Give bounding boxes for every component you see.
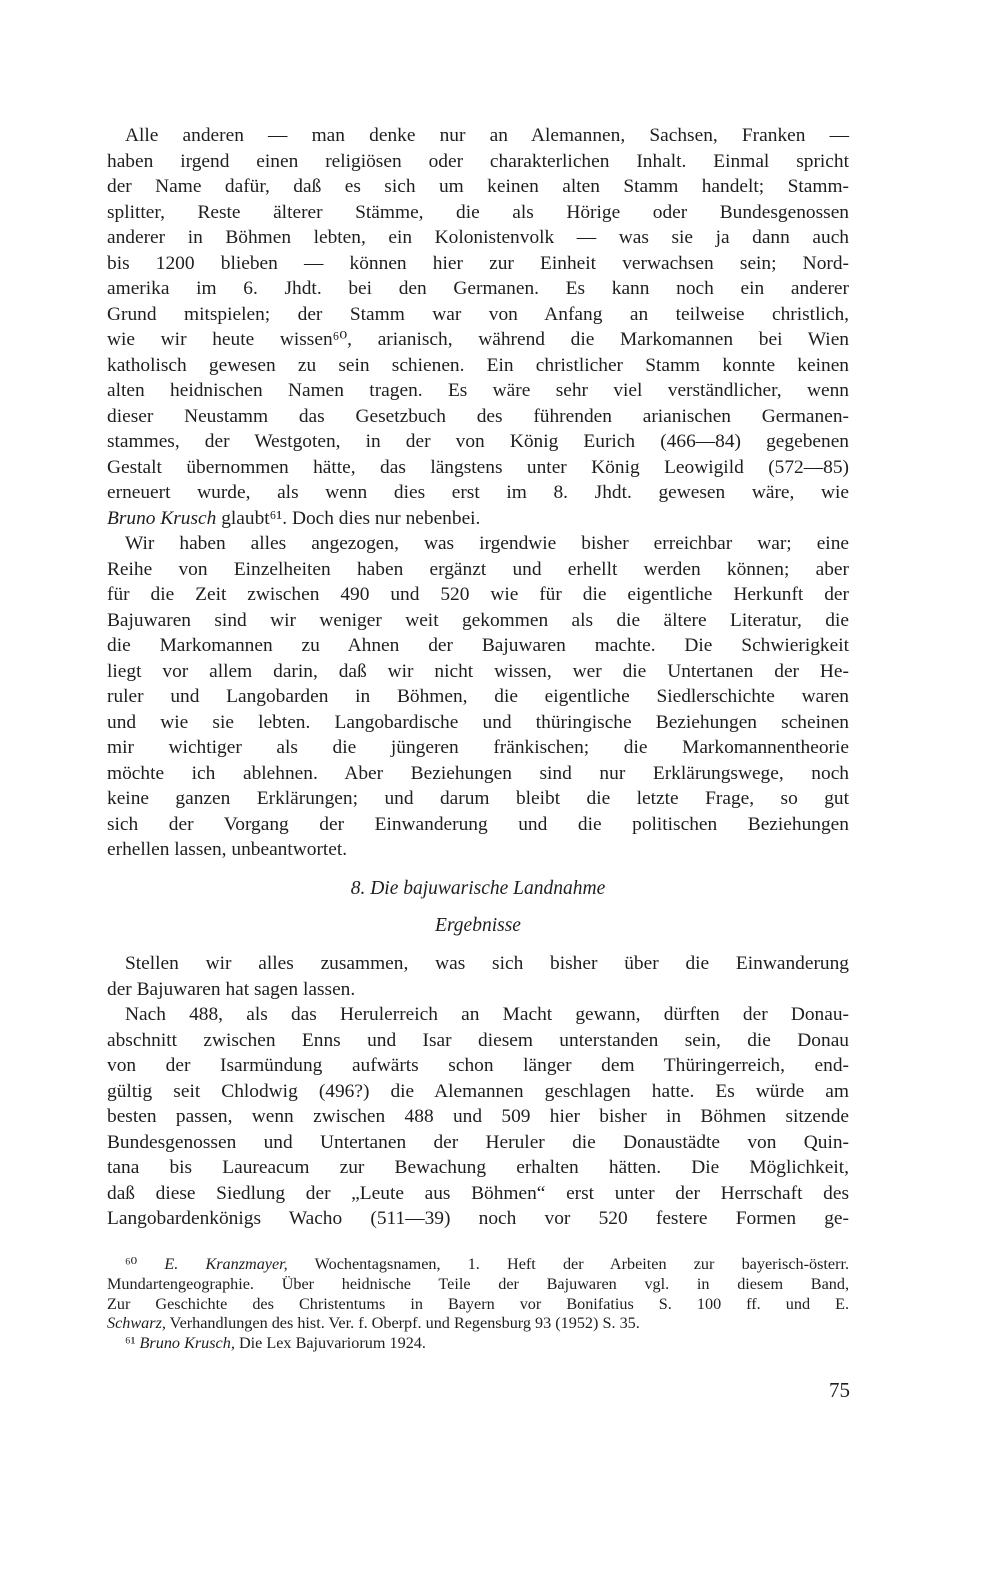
text-line: liegt vor allem darin, daß wir nicht wissen, wer die Untertanen der He-: [107, 660, 849, 682]
main-text: [107, 123, 849, 863]
text-line: der Bajuwaren hat sagen lassen.: [107, 978, 356, 1000]
section-heading: 8. Die bajuwarische Landnahme: [350, 878, 606, 899]
text-line: stammes, der Westgoten, in der von König Eurich (466—84) gegebenen: [107, 431, 849, 452]
main-text-2: [107, 951, 849, 1232]
text-line: erneuert wurde, als wenn dies erst im 8. Jhdt. gewesen wäre, wie: [107, 482, 849, 503]
paragraph-2: [107, 531, 849, 863]
text-line: sich der Vorgang der Einwanderung und die politischen Beziehungen: [107, 813, 849, 835]
text-line: von der Isarmündung aufwärts schon länger dem Thüringerreich, end-: [107, 1055, 849, 1076]
footnote-61: [107, 1334, 849, 1354]
text-line: [107, 506, 849, 532]
paragraph-4: [107, 1002, 849, 1232]
text-line: Bundesgenossen und Untertanen der Heruler die Donaustädte von Quin-: [107, 1131, 849, 1153]
paragraph-1: [107, 123, 849, 531]
paragraph-3: [107, 951, 849, 1002]
text-line: und wie sie lebten. Langobardische und thüringische Beziehungen scheinen: [107, 711, 849, 733]
text-line: daß diese Siedlung der „Leute aus Böhmen“ erst unter der Herrschaft des: [107, 1182, 849, 1204]
text-line: Bajuwaren sind wir weniger weit gekommen als die ältere Literatur, die: [107, 609, 849, 631]
footnote-number: ⁶⁰: [125, 1255, 138, 1273]
text-line: möchte ich ablehnen. Aber Beziehungen sind nur Erklärungswege, noch: [107, 762, 849, 784]
text-line: anderer in Böhmen lebten, ein Kolonistenvolk — was sie ja dann auch: [107, 227, 849, 248]
author-name: Bruno Krusch,: [139, 1334, 235, 1353]
text-line: wie wir heute wissen⁶⁰, arianisch, während die Markomannen bei Wien: [107, 329, 849, 350]
text-line: amerika im 6. Jhdt. bei den Germanen. Es kann noch ein anderer: [107, 278, 849, 299]
footnote-line: [107, 1334, 849, 1354]
page-number: 75: [829, 1378, 850, 1402]
text-line: die Markomannen zu Ahnen der Bajuwaren machte. Die Schwierigkeit: [107, 635, 849, 656]
text-run: Wochentagsnamen, 1. Heft der Arbeiten zur bayerisch-österr.: [287, 1255, 849, 1273]
text-line: dieser Neustamm das Gesetzbuch des führenden arianischen Germanen-: [107, 405, 849, 427]
text-line: katholisch gewesen zu sein schienen. Ein christlicher Stamm konnte keinen: [107, 354, 849, 376]
text-line: Stellen wir alles zusammen, was sich bisher über die Einwanderung: [125, 953, 849, 974]
text-line: Nach 488, als das Herulerreich an Macht gewann, dürften der Donau-: [125, 1004, 849, 1025]
footnote-60: [107, 1255, 849, 1334]
author-name: Schwarz,: [107, 1314, 166, 1333]
text-line: mir wichtiger als die jüngeren fränkischen; die Markomannentheorie: [107, 737, 849, 758]
text-line: Wir haben alles angezogen, was irgendwie bisher erreichbar war; eine: [125, 533, 849, 554]
text-line: Gestalt übernommen hätte, das längstens unter König Leowigild (572—85): [107, 456, 849, 478]
text-line: Langobardenkönigs Wacho (511—39) noch vor 520 festere Formen ge-: [107, 1208, 849, 1229]
text-line: Grund mitspielen; der Stamm war von Anfang an teilweise christlich,: [107, 303, 849, 325]
text-run: Die Lex Bajuvariorum 1924.: [234, 1334, 426, 1353]
text-line: splitter, Reste älterer Stämme, die als Hörige oder Bundesgenossen: [107, 201, 849, 223]
author-name: E. Kranzmayer,: [164, 1255, 288, 1273]
footnotes: [107, 1255, 849, 1354]
author-name: Bruno Krusch: [107, 507, 217, 529]
text-line: haben irgend einen religiösen oder charakterlichen Inhalt. Einmal spricht: [107, 150, 849, 172]
text-line: gültig seit Chlodwig (496?) die Alemannen geschlagen hatte. Es würde am: [107, 1080, 849, 1102]
text-run: Verhandlungen des hist. Ver. f. Oberpf. und Regensburg 93 (1952) S. 35.: [165, 1314, 640, 1333]
text-run: glaubt⁶¹. Doch dies nur nebenbei.: [216, 507, 481, 529]
text-line: abschnitt zwischen Enns und Isar diesem unterstanden sein, die Donau: [107, 1029, 849, 1051]
text-line: erhellen lassen, unbeantwortet.: [107, 839, 348, 860]
text-line: tana bis Laureacum zur Bewachung erhalten hätten. Die Möglichkeit,: [107, 1157, 849, 1178]
footnote-line: [107, 1255, 849, 1275]
section-subheading: Ergebnisse: [435, 915, 521, 936]
text-line: besten passen, wenn zwischen 488 und 509 hier bisher in Böhmen sitzende: [107, 1106, 849, 1127]
text-line: alten heidnischen Namen tragen. Es wäre sehr viel verständlicher, wenn: [107, 380, 849, 401]
text-line: bis 1200 blieben — können hier zur Einheit verwachsen sein; Nord-: [107, 252, 849, 274]
text-line: keine ganzen Erklärungen; und darum bleibt die letzte Frage, so gut: [107, 788, 849, 809]
text-line: ruler und Langobarden in Böhmen, die eigentliche Siedlerschichte waren: [107, 686, 849, 707]
text-line: der Name dafür, daß es sich um keinen alten Stamm handelt; Stamm-: [107, 176, 849, 197]
text-line: Alle anderen — man denke nur an Alemannen, Sachsen, Franken —: [125, 125, 849, 146]
footnote-line: Mundartengeographie. Über heidnische Teile der Bajuwaren vgl. in diesem Band,: [107, 1274, 849, 1293]
footnote-number: ⁶¹: [125, 1334, 136, 1353]
text-line: für die Zeit zwischen 490 und 520 wie für die eigentliche Herkunft der: [107, 584, 849, 605]
footnote-line: Zur Geschichte des Christentums in Bayern vor Bonifatius S. 100 ff. und E.: [107, 1294, 849, 1313]
text-line: Reihe von Einzelheiten haben ergänzt und erhellt werden können; aber: [107, 558, 849, 580]
footnote-line: [107, 1314, 849, 1334]
